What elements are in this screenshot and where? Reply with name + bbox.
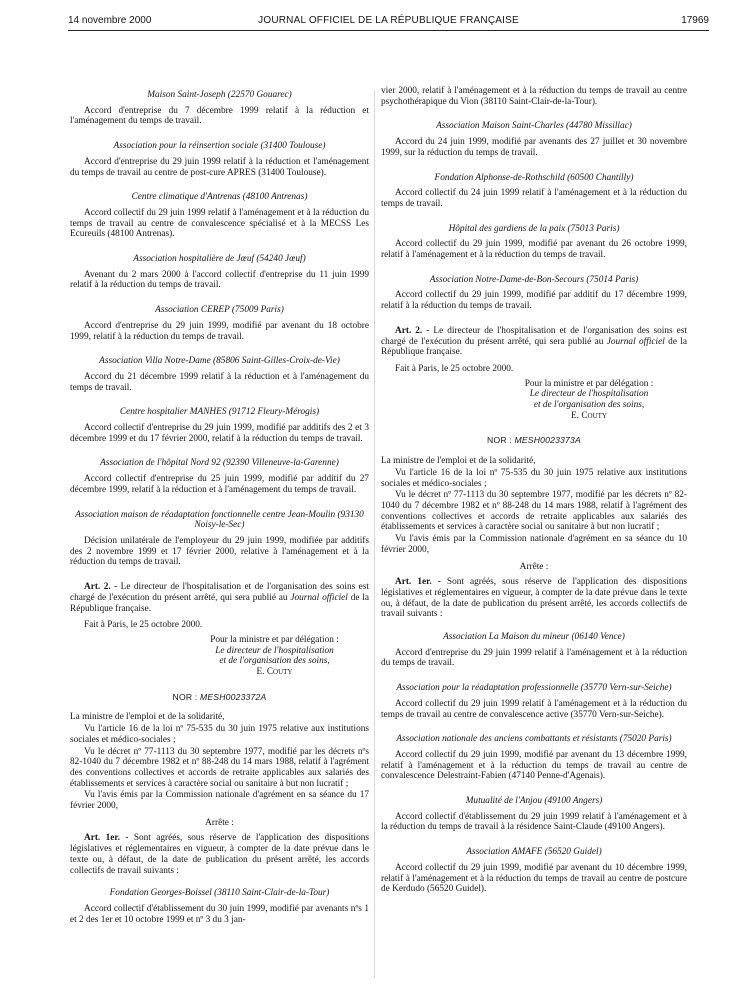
right-art1-label: Art. 1er. - [395, 577, 441, 588]
right-after-entry-body: Accord collectif d'établissement du 29 juin 1999 relatif à l'aménagement et à la réduction du temps de travail à la résidence Saint-Claude (49100 Angers). [381, 811, 687, 833]
left-entry-heading: Association de l'hôpital Nord 92 (92390 Villeneuve-la-Garenne) [100, 458, 339, 469]
right-after-entry-body: Accord d'entreprise du 29 juin 1999 relatif à l'aménagement et à la réduction du temps de travail. [381, 647, 687, 669]
left-signature-role2: et de l'organisation des soins, [219, 656, 330, 667]
left-entry [70, 141, 369, 178]
right-after-entry [381, 796, 687, 833]
right-after-entry-heading: Association La Maison du mineur (06140 Vence) [443, 632, 625, 643]
left-entry-heading: Association pour la réinsertion sociale (31400 Toulouse) [113, 141, 326, 152]
right-art1 [381, 577, 687, 620]
header-date: 14 novembre 2000 [68, 15, 152, 26]
left-art2-text-after: de la République française. [70, 592, 369, 614]
left-art1-label: Art. 1er. - [84, 833, 129, 844]
left-entry-heading: Association hospitalière de Jœuf (54240 Jœuf) [133, 254, 306, 265]
right-entry-heading: Association Maison Saint-Charles (44780 Missillac) [436, 121, 632, 132]
left-preamble-line: Vu l'avis émis par la Commission nationale d'agrément en sa séance du 17 février 2000, [70, 790, 369, 812]
left-signature-role1: Le directeur de l'hospitalisation [215, 645, 334, 656]
left-entry-heading: Centre climatique d'Antrenas (48100 Antrenas) [131, 192, 308, 203]
right-nor-label: NOR : [487, 435, 515, 446]
right-art2-text-after: de la République française. [381, 336, 687, 358]
right-art2 [381, 326, 687, 358]
left-entry-body: Accord collectif d'entreprise du 29 juin 1999, modifié par additifs des 2 et 3 décembre 1999 et du 17 février 2000, relatif à la réduction du temps de travail. [70, 423, 369, 444]
left-entry-body: Accord d'entreprise du 29 juin 1999 relatif à la réduction et l'aménagement du temps de travail au centre de post-cure APRES (31400 Toulouse). [70, 156, 369, 178]
right-after-entry [381, 632, 687, 669]
right-column [381, 86, 687, 982]
page-header [68, 14, 709, 31]
right-after-entry [381, 734, 687, 782]
left-entry [70, 254, 369, 291]
left-entry [70, 192, 369, 240]
left-entries [70, 90, 369, 568]
right-entries-after [381, 632, 687, 895]
left-preamble-line: La ministre de l'emploi et de la solidarité, [70, 712, 225, 723]
left-art2 [70, 582, 369, 614]
left-preamble-line: Vu l'article 16 de la loi nº 75-535 du 30 juin 1975 relative aux institutions sociales et médico-sociales ; [70, 724, 369, 745]
left-entry-body: Accord collectif d'entreprise du 25 juin 1999, modifié par additif du 27 décembre 1999, relatif à la réduction et à l'aménagement du temps de travail. [70, 474, 369, 495]
right-after-entry [381, 683, 687, 720]
left-entry [70, 90, 369, 127]
left-last-entry-heading: Fondation Georges-Boissel (38110 Saint-Clair-de-la-Tour) [109, 888, 330, 899]
right-entry-body: Accord du 24 juin 1999, modifié par avenants des 27 juillet et 30 novembre 1999, sur la réduction du temps de travail. [381, 137, 687, 158]
right-entry [381, 224, 687, 261]
right-entry-heading: Hôpital des gardiens de la paix (75013 Paris) [448, 223, 620, 234]
right-signature-name: E. Couty [571, 410, 607, 421]
column-divider [374, 90, 375, 978]
left-entry-heading: Association CEREP (75009 Paris) [155, 305, 284, 316]
left-nor [70, 692, 369, 703]
header-title: JOURNAL OFFICIEL DE LA RÉPUBLIQUE FRANÇAISE [258, 15, 519, 26]
left-entry-heading: Maison Saint-Joseph (22570 Gouarec) [147, 90, 292, 100]
right-after-entry-heading: Mutualité de l'Anjou (49100 Angers) [465, 796, 603, 807]
left-entry-body: Accord d'entreprise du 7 décembre 1999 relatif à la réduction et l'aménagement du temps de travail. [70, 105, 369, 127]
left-signature [180, 635, 369, 678]
right-after-entry [381, 847, 687, 895]
right-signature-line: Pour la ministre et par délégation : [524, 378, 654, 389]
right-art2-label: Art. 2. - [395, 325, 430, 336]
left-entry-body: Décision unilatérale de l'employeur du 29 juin 1999, modifiée par additifs des 2 novembre 1999 et 17 février 2000, relative à l'aménagement et à la réduction du temps de travail. [70, 535, 369, 568]
left-entry-body: Accord d'entreprise du 29 juin 1999, modifié par avenant du 18 octobre 1999, relatif à la réduction du temps de travail. [70, 320, 369, 342]
left-entry-body: Avenant du 2 mars 2000 à l'accord collectif d'entreprise du 11 juin 1999 relatif à la réduction du temps de travail. [70, 269, 369, 291]
right-after-entry-heading: Association nationale des anciens combattants et résistants (75020 Paris) [396, 734, 672, 745]
right-entry [381, 173, 687, 210]
right-arrete: Arrête : [519, 561, 549, 572]
right-entry-heading: Association Notre-Dame-de-Bon-Secours (75014 Paris) [429, 274, 639, 285]
left-last-entry-body: Accord collectif d'établissement du 30 juin 1999, modifié par avenants nºs 1 et 2 des 1er et 10 octobre 1999 et nº 3 du 3 jan- [70, 903, 369, 925]
left-art2-italic: Journal officiel [290, 592, 348, 603]
left-entry-heading: Association maison de réadaptation fonctionnelle centre Jean-Moulin (93130 Noisy-le-Sec) [75, 509, 364, 531]
left-entry-heading: Association Villa Notre-Dame (85806 Saint-Gilles-Croix-de-Vie) [99, 356, 340, 367]
right-preamble-line: Vu l'avis émis par la Commission nationale d'agrément en sa séance du 10 février 2000, [381, 534, 687, 555]
right-after-entry-body: Accord collectif du 29 juin 1999 relatif à l'aménagement et à la réduction du temps de travail au centre de convalescence active (35770 Vern-sur-Seiche). [381, 698, 687, 720]
right-after-entry-heading: Association AMAFE (56520 Guidel) [466, 847, 602, 858]
right-after-entry-heading: Association pour la réadaptation professionnelle (35770 Vern-sur-Seiche) [396, 683, 672, 694]
left-signature-line: Pour la ministre et par délégation : [210, 634, 339, 645]
left-entry [70, 305, 369, 342]
right-entries [381, 121, 687, 311]
left-art1-text: Sont agréés, sous réserve de l'application des dispositions législatives et réglementaires en vigueur, à compter de la date prévue dans le texte ou, à défaut, de la date de publication du présent arrêté, les accords collectifs de travail suivants : [70, 833, 369, 876]
right-signature-role1: Le directeur de l'hospitalisation [529, 389, 649, 400]
right-nor [381, 435, 687, 446]
left-art2-text-before: Le directeur de l'hospitalisation et de l'organisation des soins est chargé de l'exécution du présent arrêté, qui sera publié au [70, 582, 369, 603]
right-preamble-line: Vu l'article 16 de la loi nº 75-535 du 30 juin 1975 relative aux institutions sociales et médico-sociales ; [381, 467, 687, 489]
right-preamble [381, 456, 687, 555]
left-entry-body: Accord collectif du 29 juin 1999 relatif à l'aménagement et à la réduction du temps de travail au centre de convalescence spécialisé et à la MECSS Les Ecureuils (48100 Antrenas). [70, 207, 369, 240]
right-art2-text-before: Le directeur de l'hospitalisation et de l'organisation des soins est chargé de l'exécution du présent arrêté, qui sera publié au [381, 325, 687, 347]
left-entry [70, 458, 369, 495]
right-entry-heading: Fondation Alphonse-de-Rothschild (60500 Chantilly) [434, 172, 634, 183]
right-entry-body: Accord collectif du 29 juin 1999, modifié par additif du 17 décembre 1999, relatif à la réduction du temps de travail. [381, 290, 687, 312]
right-signature [491, 379, 687, 422]
left-nor-code: MESH0023372A [200, 691, 267, 702]
left-signature-name: E. Couty [256, 667, 293, 678]
right-nor-code: MESH0023373A [514, 435, 581, 446]
left-fait: Fait à Paris, le 25 octobre 2000. [84, 620, 203, 631]
left-preamble [70, 712, 369, 811]
left-arrete: Arrête : [205, 817, 234, 828]
right-entry-body: Accord collectif du 29 juin 1999, modifié par avenant du 26 octobre 1999, relatif à l'aménagement et à la réduction du temps de travail. [381, 239, 687, 261]
left-preamble-line: Vu le décret nº 77-1113 du 30 septembre 1977, modifié par les décrets nºs 82-1040 du 7 décembre 1982 et nº 88-248 du 14 mars 1988, relatif à l'agrément des conventions collectives et accords de retraite applicables aux salariés des établissements et services à caractère social ou sanitaire à but non lucratif ; [70, 746, 369, 789]
right-preamble-line: La ministre de l'emploi et de la solidarité, [381, 456, 536, 467]
right-after-entry-body: Accord collectif du 29 juin 1999, modifié par avenant du 10 décembre 1999, relatif à l'aménagement et à la réduction du temps de travail au centre de postcure de Kerdudo (56520 Guidel). [381, 862, 687, 895]
left-nor-label: NOR : [172, 691, 201, 702]
left-art1 [70, 833, 369, 876]
left-entry-heading: Centre hospitalier MANHES (91712 Fleury-Mérogis) [119, 407, 320, 418]
right-entry-body: Accord collectif du 24 juin 1999 relatif à l'aménagement et à la réduction du temps de travail. [381, 188, 687, 209]
left-art2-label: Art. 2. - [84, 582, 118, 593]
left-entry [70, 510, 369, 569]
right-art2-italic: Journal officiel [606, 336, 665, 347]
right-signature-role2: et de l'organisation des soins, [533, 400, 645, 411]
right-preamble-line: Vu le décret nº 77-1113 du 30 septembre 1977, modifié par les décrets nº 82-1040 du 7 décembre 1982 et nº 88-248 du 14 mars 1988, relatif à l'agrément des conventions collectives et accords de retraite applicables aux salariés des établissements et services à caractère social ou sanitaire à but non lucratif ; [381, 490, 687, 533]
left-entry [70, 356, 369, 393]
right-after-entry-body: Accord collectif du 29 juin 1999, modifié par avenant du 13 décembre 1999, relatif à l'aménagement et à la réduction du temps de travail au centre de convalescence Delestraint-Fabien (47140 Penne-d'Agenais). [381, 749, 687, 782]
right-continuation: vier 2000, relatif à l'aménagement et à la réduction du temps de travail au centre psychothérapique du Vion (38110 Saint-Clair-de-la-Tour). [381, 86, 687, 107]
right-entry [381, 275, 687, 312]
right-art1-text: Sont agréés, sous réserve de l'application des dispositions législatives et réglementaires en vigueur, à compter de la date prévue dans le texte ou, à défaut, de la date de publication du présent arrêté, les accords collectifs de travail suivants : [381, 577, 687, 620]
header-page-number: 17969 [681, 15, 709, 26]
right-fait: Fait à Paris, le 25 octobre 2000. [395, 363, 514, 374]
left-column [70, 90, 369, 982]
left-entry-body: Accord du 21 décembre 1999 relatif à la réduction et à l'aménagement du temps de travail. [70, 371, 369, 393]
left-entry [70, 407, 369, 444]
right-entry [381, 121, 687, 158]
left-last-entry [70, 888, 369, 925]
